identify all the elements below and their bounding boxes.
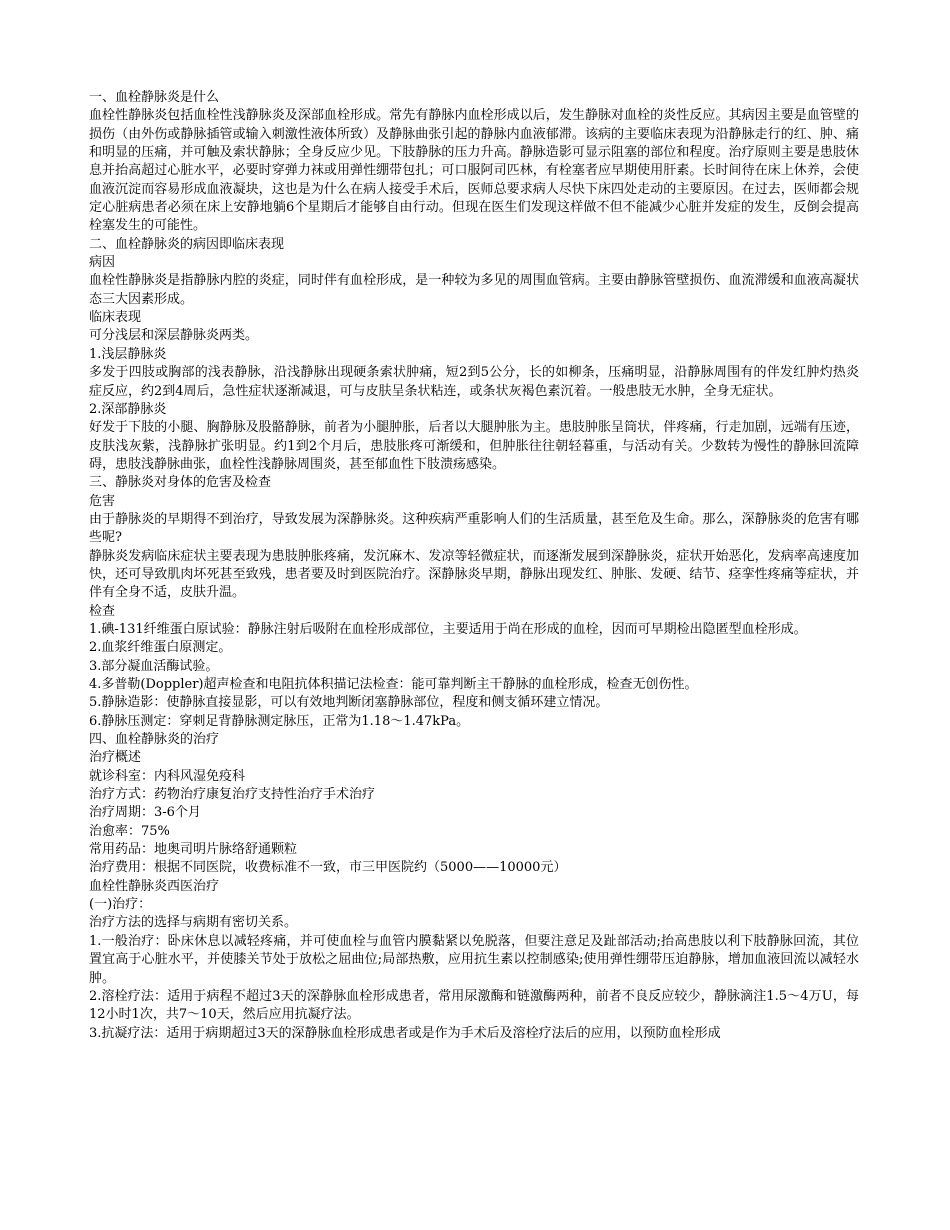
- subheading-western: 血栓性静脉炎西医治疗: [89, 878, 220, 894]
- heading-4: 四、血栓静脉炎的治疗: [89, 732, 220, 748]
- exam-item: 6.静脉压测定：穿刺足背静脉测定脉压，正常为1.18～1.47kPa。: [89, 713, 470, 729]
- exam-item: 2.血浆纤维蛋白原测定。: [89, 640, 232, 656]
- subheading-harm: 危害: [89, 493, 116, 509]
- overview-item: 就诊科室：内科风湿免疫科: [89, 768, 246, 784]
- subheading-treatment: (一)治疗：: [89, 897, 152, 913]
- body-paragraph: 可分浅层和深层静脉炎两类。: [89, 328, 259, 344]
- body-paragraph: 好发于下肢的小腿、胸静脉及股骼静脉，前者为小腿肿胀，后者以大腿肿胀为主。患肢肿胀呈筒状，伴疼痛，行走加剧，远端有压迹，皮肤浅灰紫，浅静脉扩张明显。约1到2个月后，患肢胀疼可渐缓和，但肿胀往往朝轻暮重，与活动有关。少数转为慢性的静脉回流障碍，患肢浅静脉曲张，血栓性浅静脉周围炎，甚至郁血性下肢溃疡感染。: [89, 420, 859, 472]
- subheading-cause: 病因: [89, 255, 116, 271]
- body-paragraph: 治疗方法的选择与病期有密切关系。: [89, 915, 298, 931]
- body-paragraph: 血栓性静脉炎是指静脉内腔的炎症，同时伴有血栓形成，是一种较为多见的周围血管病。主要由静脉管壁损伤、血流滞缓和血液高凝状态三大因素形成。: [89, 273, 859, 307]
- overview-item: 治疗费用：根据不同医院，收费标准不一致，市三甲医院约（5000——10000元）: [89, 860, 567, 876]
- body-paragraph: 血栓性静脉炎包括血栓性浅静脉炎及深部血栓形成。常先有静脉内血栓形成以后，发生静脉对血栓的炎性反应。其病因主要是血管壁的损伤（由外伤或静脉插管或输入刺激性液体所致）及静脉曲张引起的静脉内血液郁滞。该病的主要临床表现为沿静脉走行的红、肿、痛和明显的压痛，并可触及索状静脉；全身反应少见。下肢静脉的压力升高。静脉造影可显示阻塞的部位和程度。治疗原则主要是患肢休息并抬高超过心脏水平，必要时穿弹力袜或用弹性绷带包扎；可口服阿司匹林，有栓塞者应早期使用肝素。长时间待在床上休养，会使血液沉淀而容易形成血液凝块，这也是为什么在病人接受手术后，医师总要求病人尽快下床四处走动的主要原因。在过去，医师都会规定心脏病患者必须在床上安静地躺6个星期后才能够自由行动。但现在医生们发现这样做不但不能减少心脏并发症的发生，反倒会提高栓塞发生的可能性。: [89, 108, 859, 234]
- subheading-clinical: 临床表现: [89, 310, 142, 326]
- heading-2: 二、血栓静脉炎的病因即临床表现: [89, 236, 285, 252]
- exam-item: 3.部分凝血活酶试验。: [89, 658, 219, 674]
- subheading-overview: 治疗概述: [89, 750, 142, 766]
- overview-item: 治疗周期：3-6个月: [89, 805, 201, 821]
- body-paragraph: 静脉炎发病临床症状主要表现为患肢肿胀疼痛，发沉麻木、发凉等轻微症状，而逐渐发展到深静脉炎，症状开始恶化，发病率高速度加快，还可导致肌肉坏死甚至致残，患者要及时到医院治疗。深静脉炎早期，静脉出现发红、肿胀、发硬、结节、痉挛性疼痛等症状，并伴有全身不适，皮肤升温。: [89, 548, 859, 601]
- treatment-item: 1.一般治疗：卧床休息以减轻疼痛，并可使血栓与血管内膜黏紧以免脱落，但要注意足及趾部活动;抬高患肢以利下肢静脉回流，其位置宜高于心脏水平，并使膝关节处于放松之屈曲位;局部热敷，应用抗生素以控制感染;使用弹性绷带压迫静脉，增加血液回流以减轻水肿。: [89, 933, 859, 986]
- overview-item: 治疗方式：药物治疗康复治疗支持性治疗手术治疗: [89, 787, 376, 803]
- overview-item: 常用药品：地奥司明片脉络舒通颗粒: [89, 842, 298, 858]
- treatment-item: 2.溶栓疗法：适用于病程不超过3天的深静脉血栓形成患者，常用尿激酶和链激酶两种，前者不良反应较少，静脉滴注1.5～4万U，每12小时1次，共7～10天，然后应用抗凝疗法。: [89, 988, 859, 1023]
- heading-3: 三、静脉炎对身体的危害及检查: [89, 475, 272, 491]
- exam-item: 4.多普勒(Doppler)超声检查和电阻抗体积描记法检查：能可靠判断主干静脉的血栓形成，检查无创伤性。: [89, 677, 698, 692]
- exam-item: 5.静脉造影：使静脉直接显影，可以有效地判断闭塞静脉部位，程度和侧支循环建立情况。: [89, 695, 609, 711]
- body-paragraph: 多发于四肢或胸部的浅表静脉，沿浅静脉出现硬条索状肿痛，短2到5公分，长的如柳条，压痛明显，沿静脉周围有的伴发红肿灼热炎症反应，约2到4周后，急性症状逐渐减退，可与皮肤呈条状粘连，或条状灰褐色素沉着。一般患肢无水肿，全身无症状。: [89, 365, 859, 399]
- body-paragraph: 由于静脉炎的早期得不到治疗，导致发展为深静脉炎。这种疾病严重影响人们的生活质量，甚至危及生命。那么，深静脉炎的危害有哪些呢?: [89, 511, 859, 546]
- document-page: [89, 89, 859, 1043]
- subheading-exam: 检查: [89, 603, 116, 619]
- exam-item: 1.碘-131纤维蛋白原试验：静脉注射后吸附在血栓形成部位，主要适用于尚在形成的血栓，因而可早期检出隐匿型血栓形成。: [89, 621, 807, 637]
- overview-item: 治愈率：75%: [89, 823, 170, 839]
- list-heading-deep: 2.深部静脉炎: [89, 401, 167, 417]
- heading-1: 一、血栓静脉炎是什么: [89, 90, 220, 105]
- treatment-item: 3.抗凝疗法：适用于病期超过3天的深静脉血栓形成患者或是作为手术后及溶栓疗法后的应用，以预防血栓形成: [89, 1025, 721, 1041]
- list-heading-superficial: 1.浅层静脉炎: [89, 346, 167, 362]
